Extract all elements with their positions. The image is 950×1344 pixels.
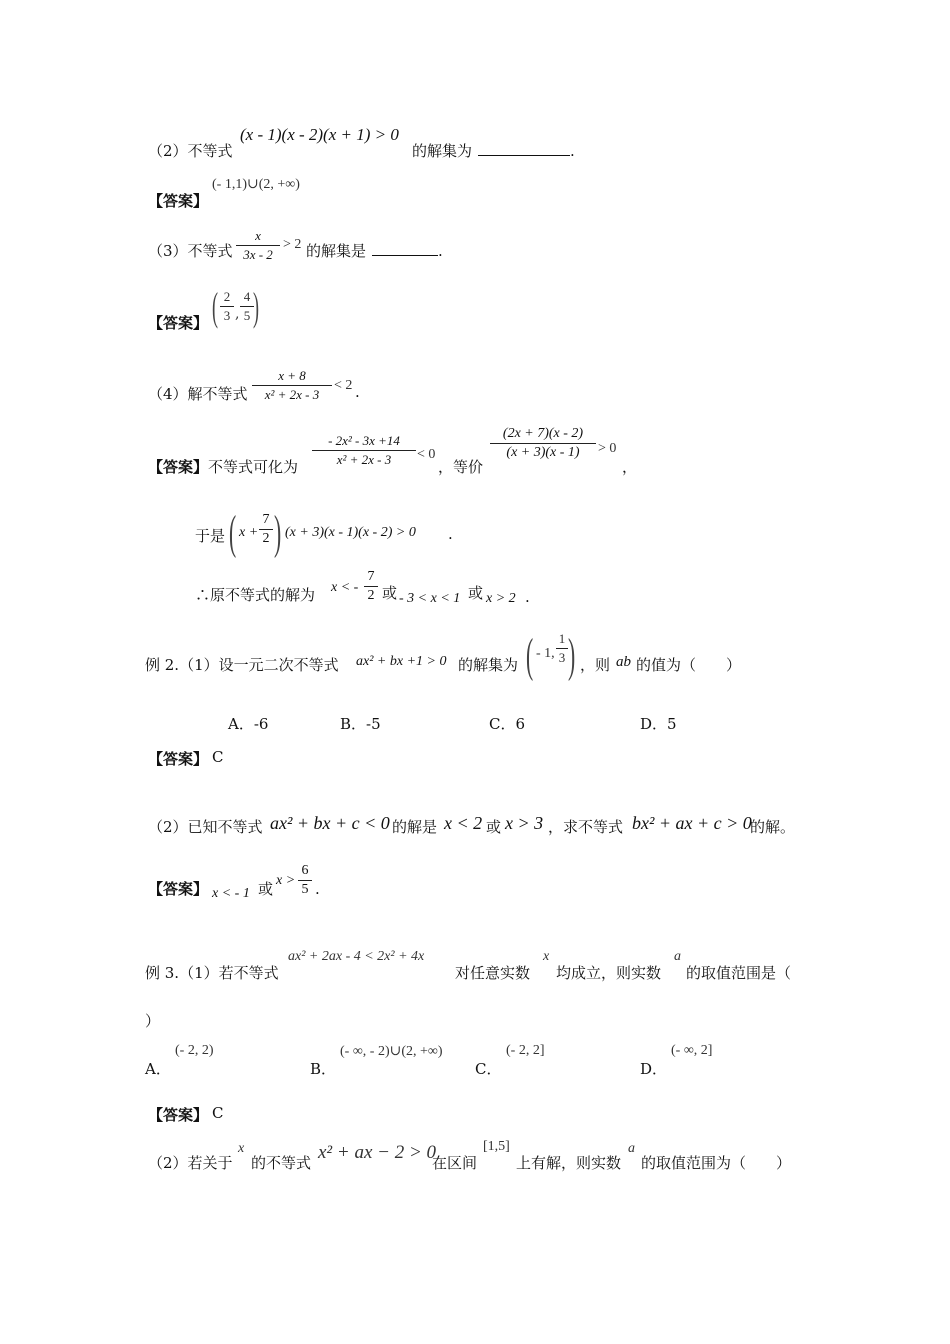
math: x² + ax − 2 > 0 [318,1142,437,1163]
question-label: （4）解不等式 [148,385,248,403]
answer-blank: . [478,140,575,160]
math: - 1, [536,646,555,661]
relation: > 2 [283,237,302,252]
math: ax² + bx +1 > 0 [356,654,447,669]
example-text: 的解。 [750,818,796,836]
math: x < - [331,580,359,595]
fraction: 4 5 [240,289,254,324]
math: bx² + ax + c > 0 [632,813,752,833]
example-text: 的解集为 [458,656,519,674]
question-label: （3）不等式 [148,242,233,260]
fraction: 1 3 [556,631,568,666]
math: x [238,1141,245,1156]
math: (x + 3)(x - 1)(x - 2) > 0 [285,525,416,540]
answer-text: 或 [258,880,274,898]
relation: < 0 [417,447,436,462]
answer-tag: 【答案】 [148,192,209,210]
math: x [543,949,550,964]
end-dot: . [315,880,320,898]
choice-d[interactable]: D． [640,1060,668,1078]
answer-tag: 【答案】 [148,880,209,898]
example-text: 上有解，则实数 [516,1154,622,1172]
question-suffix: 的解集是 [306,242,367,260]
end-dot: . [355,383,360,401]
fraction: x + 8 x² + 2x - 3 [252,368,332,403]
math: - 3 < x < 1 [399,591,461,606]
answer-tag: 【答案】 [148,458,209,476]
example-text: 的取值范围为（ ） [641,1154,792,1172]
math: x + [239,525,259,540]
choice-d-value: (- ∞, 2] [671,1043,713,1058]
choice-a[interactable]: A． [145,1060,171,1078]
example-text: 均成立，则实数 [556,964,662,982]
fraction: x 3x - 2 [236,228,280,263]
math: x > 2 [486,591,516,606]
question-label: （2）不等式 [148,142,233,160]
answer-text: 于是 [195,527,226,545]
math: ax² + 2ax - 4 < 2x² + 4x [288,949,425,964]
answer-tag: 【答案】 [148,750,209,768]
right-paren: ) [274,506,282,559]
example-text: 的值为（ ） [636,656,742,674]
answer-text: ，等价 [438,458,484,476]
choice-c[interactable]: C．6 [489,715,526,733]
fraction: 7 2 [364,569,378,604]
left-paren: ( [526,629,534,682]
example-prefix: （2）已知不等式 [148,818,263,836]
answer-text: ∴原不等式的解为 [195,586,316,604]
left-paren: ( [212,284,218,329]
example-text: 对任意实数 [455,964,531,982]
comma: , [235,306,240,322]
example-prefix: （2）若关于 [148,1154,233,1172]
example-text: 的解是 [392,818,438,836]
choice-b[interactable]: B． [310,1060,337,1078]
choice-a-value: (- 2, 2) [175,1043,214,1058]
relation: < 2 [334,378,353,393]
example-text: ，求不等式 [548,818,624,836]
math: ab [616,654,631,670]
choice-b-value: (- ∞, - 2)∪(2, +∞) [340,1044,443,1059]
choice-d[interactable]: D．5 [640,715,677,733]
math: a [628,1141,635,1156]
inequality-math: (x - 1)(x - 2)(x + 1) > 0 [240,125,399,144]
fraction: 2 3 [220,289,234,324]
example-text: ） [145,1012,161,1030]
answer-text: 或 [382,584,398,602]
question-suffix: 的解集为 [412,142,473,160]
fraction: 6 5 [298,863,312,898]
choice-a[interactable]: A．-6 [228,715,269,733]
math: x < 2 [444,813,483,833]
math: [1,5] [483,1139,510,1154]
answer-value: C [212,748,224,766]
answer-tag: 【答案】 [148,1106,209,1124]
answer-text: 或 [468,584,484,602]
example-prefix: 例 2.（1）设一元二次不等式 [145,656,339,674]
end-dot: . [448,525,453,543]
example-text: 的不等式 [251,1154,312,1172]
right-paren: ) [253,284,259,329]
answer-text: 不等式可化为 [208,458,299,476]
fraction: - 2x² - 3x +14 x² + 2x - 3 [312,433,416,468]
math: ax² + bx + c < 0 [270,813,390,833]
math: x > 3 [505,813,544,833]
example-text: 或 [486,818,502,836]
math: x > [276,873,296,888]
answer-value: C [212,1104,224,1122]
choice-c-value: (- 2, 2] [506,1043,545,1058]
choice-b[interactable]: B．-5 [340,715,381,733]
answer-tag: 【答案】 [148,314,209,332]
example-text: 的取值范围是（ [686,964,792,982]
answer-math: (- 1,1)∪(2, +∞) [212,177,300,192]
fraction: (2x + 7)(x - 2) (x + 3)(x - 1) [490,426,596,461]
left-paren: ( [229,506,237,559]
math: a [674,949,681,964]
answer-blank: . [372,240,443,260]
relation: > 0 [598,441,617,456]
choice-c[interactable]: C． [475,1060,502,1078]
example-text: 在区间 [432,1154,478,1172]
answer-text: ， [622,458,638,476]
end-dot: . [525,588,530,606]
example-prefix: 例 3.（1）若不等式 [145,964,279,982]
example-text: ，则 [580,656,611,674]
fraction: 7 2 [259,512,273,547]
right-paren: ) [568,629,576,682]
math: x < - 1 [212,886,250,901]
